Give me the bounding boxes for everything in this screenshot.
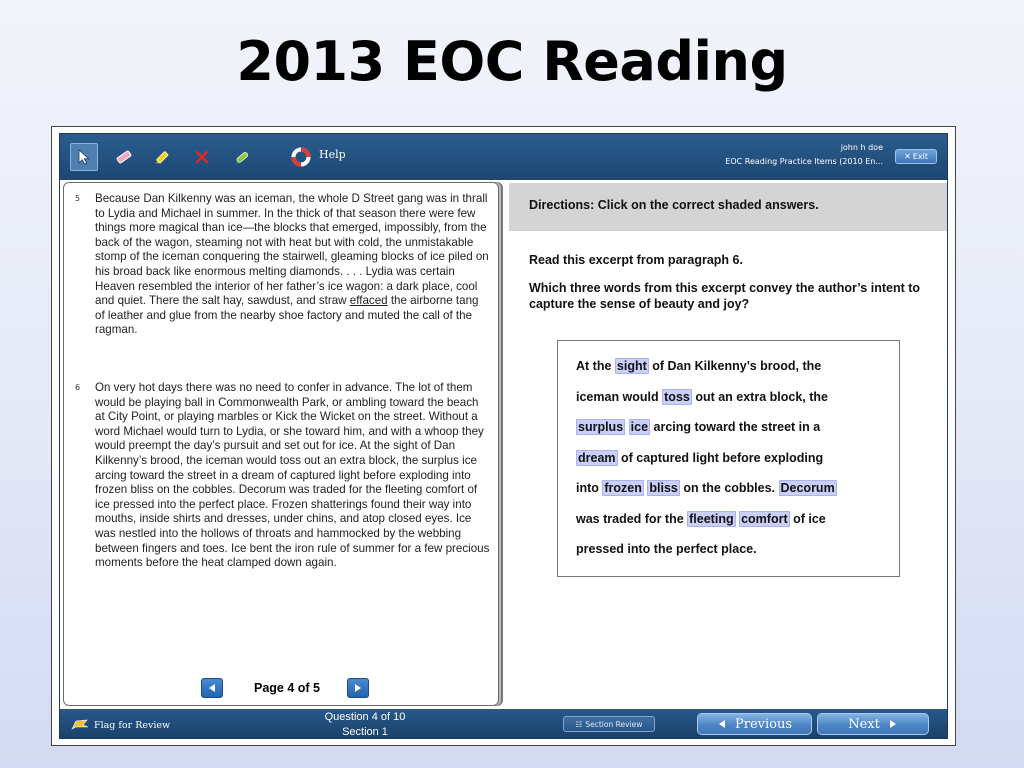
lifebuoy-icon bbox=[291, 147, 311, 167]
strikeout-tool-button[interactable] bbox=[188, 143, 216, 171]
marker-icon bbox=[232, 147, 252, 167]
passage-pane[interactable] bbox=[63, 182, 499, 706]
excerpt-text: arcing toward the street in a bbox=[650, 420, 821, 434]
section-review-label: Section Review bbox=[585, 719, 643, 729]
excerpt-text: into bbox=[576, 481, 603, 495]
grid-icon: ☷ bbox=[575, 719, 583, 729]
next-label: Next bbox=[848, 716, 880, 732]
flag-icon bbox=[70, 718, 90, 732]
slide-title: 2013 EOC Reading bbox=[236, 30, 788, 93]
underlined-word: effaced bbox=[349, 294, 388, 308]
answer-choice-sight[interactable]: sight bbox=[616, 359, 647, 373]
page-previous-button[interactable] bbox=[201, 678, 223, 698]
help-tool-button[interactable] bbox=[287, 143, 315, 171]
top-toolbar bbox=[60, 134, 947, 180]
close-icon: ✕ bbox=[904, 152, 911, 161]
excerpt-text: on the cobbles. bbox=[679, 481, 779, 495]
answer-choice-ice[interactable]: ice bbox=[630, 420, 649, 434]
eraser-tool-button[interactable] bbox=[110, 143, 138, 171]
flag-label: Flag for Review bbox=[94, 719, 171, 731]
answer-choice-bliss[interactable]: bliss bbox=[649, 481, 678, 495]
paragraph-number: 6 bbox=[75, 383, 81, 392]
help-link[interactable]: Help bbox=[319, 148, 346, 161]
previous-label: Previous bbox=[734, 716, 793, 732]
eraser-icon bbox=[114, 147, 134, 167]
excerpt-box bbox=[557, 340, 900, 577]
bottom-bar bbox=[60, 709, 947, 739]
answer-choice-surplus[interactable]: surplus bbox=[578, 420, 624, 434]
paragraph-text-part: Because Dan Kilkenny was an iceman, the whole D Street gang was in thrall to Lydia and Michael in summer. In the thick of that season there were few things more magical than ice—the blocks that emerged, impossibly, from the back of the wagon, steaming not with heat but with cold, the unmistakable stomp of the iceman conquering the stairwell, gleaming blocks of ice piled on his broad back like enormous melting diamonds. . . . Lydia was certain Heaven resembled the interior of her father’s ice wagon: a dark place, cool and quiet. There the salt hay, sawdust, and straw bbox=[95, 192, 489, 308]
page-indicator: Page 4 of 5 bbox=[254, 681, 320, 695]
exit-button[interactable] bbox=[895, 149, 937, 164]
triangle-right-icon bbox=[353, 683, 363, 693]
question-stem: Which three words from this excerpt convey the author’s intent to capture the sense of beauty and joy? bbox=[529, 281, 921, 311]
marker-tool-button[interactable] bbox=[228, 143, 256, 171]
question-prompt: Read this excerpt from paragraph 6. bbox=[529, 253, 743, 267]
paragraph-text bbox=[95, 192, 491, 338]
exit-label: Exit bbox=[912, 152, 928, 161]
test-app-window bbox=[59, 133, 948, 739]
answer-choice-dream[interactable]: dream bbox=[578, 450, 616, 465]
triangle-right-icon bbox=[888, 719, 898, 729]
question-counter: Question 4 of 10 bbox=[324, 711, 406, 723]
paragraph-text-part: the airborne tang of leather and glue from the nearby shoe factory and muted the call of the ragman. bbox=[95, 294, 479, 337]
next-button[interactable] bbox=[817, 713, 929, 735]
answer-choice-comfort[interactable]: comfort bbox=[741, 511, 788, 526]
section-label: Section 1 bbox=[342, 726, 388, 738]
answer-choice-fleeting[interactable]: fleeting bbox=[689, 511, 734, 526]
excerpt-text: iceman would bbox=[576, 389, 663, 404]
page-next-button[interactable] bbox=[347, 678, 369, 698]
excerpt-text: was traded for the bbox=[576, 511, 688, 526]
excerpt-text: out an extra block, the bbox=[691, 389, 828, 404]
question-text bbox=[529, 252, 939, 324]
highlighter-tool-button[interactable] bbox=[148, 143, 176, 171]
screenshot-frame bbox=[51, 126, 956, 746]
previous-button[interactable] bbox=[697, 713, 812, 735]
paragraph-text: On very hot days there was no need to confer in advance. The lot of them would be playing ball in Commonwealth Park, or ambling toward the beach at City Point, or playing marbles or Kick the Wicket on the street. Without a word Michael would turn to Lydia, or she toward him, and with a whoop they would preempt the day’s pursuit and set out for ice. At the sight of Dan Kilkenny’s brood, the iceman would toss out an extra block, the surplus ice arcing toward the street in a dream of captured light before exploding into frozen bliss on the cobbles. Decorum was traded for the fleeting comfort of ice pressed into the perfect place. Frozen shatterings found their way into mouths, inside shirts and dresses, under chins, and atop closed eyes. Ice was nestled into the hollows of throats and hammocked by the webbing between fingers and toes. Ice bent the iron rule of summer for a few precious moments before the heat clamped down again. bbox=[95, 381, 490, 570]
excerpt-line bbox=[576, 504, 899, 535]
section-review-button[interactable] bbox=[563, 716, 655, 732]
excerpt-text: At the bbox=[576, 359, 615, 373]
answer-choice-toss[interactable]: toss bbox=[664, 389, 690, 404]
pointer-tool-button[interactable] bbox=[70, 143, 98, 171]
directions-bar: Directions: Click on the correct shaded answers. bbox=[509, 183, 947, 231]
excerpt-line bbox=[576, 473, 899, 504]
answer-choice-frozen[interactable]: frozen bbox=[604, 481, 642, 495]
pointer-icon bbox=[76, 149, 92, 165]
excerpt-text: of captured light before exploding bbox=[617, 450, 824, 465]
highlighter-icon bbox=[152, 147, 172, 167]
excerpt-line: pressed into the perfect place. bbox=[576, 542, 757, 556]
triangle-left-icon bbox=[717, 719, 727, 729]
excerpt-line bbox=[576, 443, 899, 474]
excerpt-text: of ice bbox=[789, 511, 826, 526]
triangle-left-icon bbox=[207, 683, 217, 693]
user-name: john h doe bbox=[840, 143, 883, 152]
excerpt-line bbox=[576, 382, 899, 413]
excerpt-line bbox=[576, 351, 899, 382]
excerpt-text: of Dan Kilkenny’s brood, the bbox=[648, 359, 822, 373]
excerpt-line bbox=[576, 412, 899, 443]
strikeout-icon bbox=[194, 149, 210, 165]
test-name: EOC Reading Practice Items (2010 En... bbox=[725, 157, 883, 166]
flag-for-review-button[interactable] bbox=[70, 718, 170, 732]
paragraph-number: 5 bbox=[75, 194, 81, 203]
answer-choice-decorum[interactable]: Decorum bbox=[780, 481, 835, 495]
